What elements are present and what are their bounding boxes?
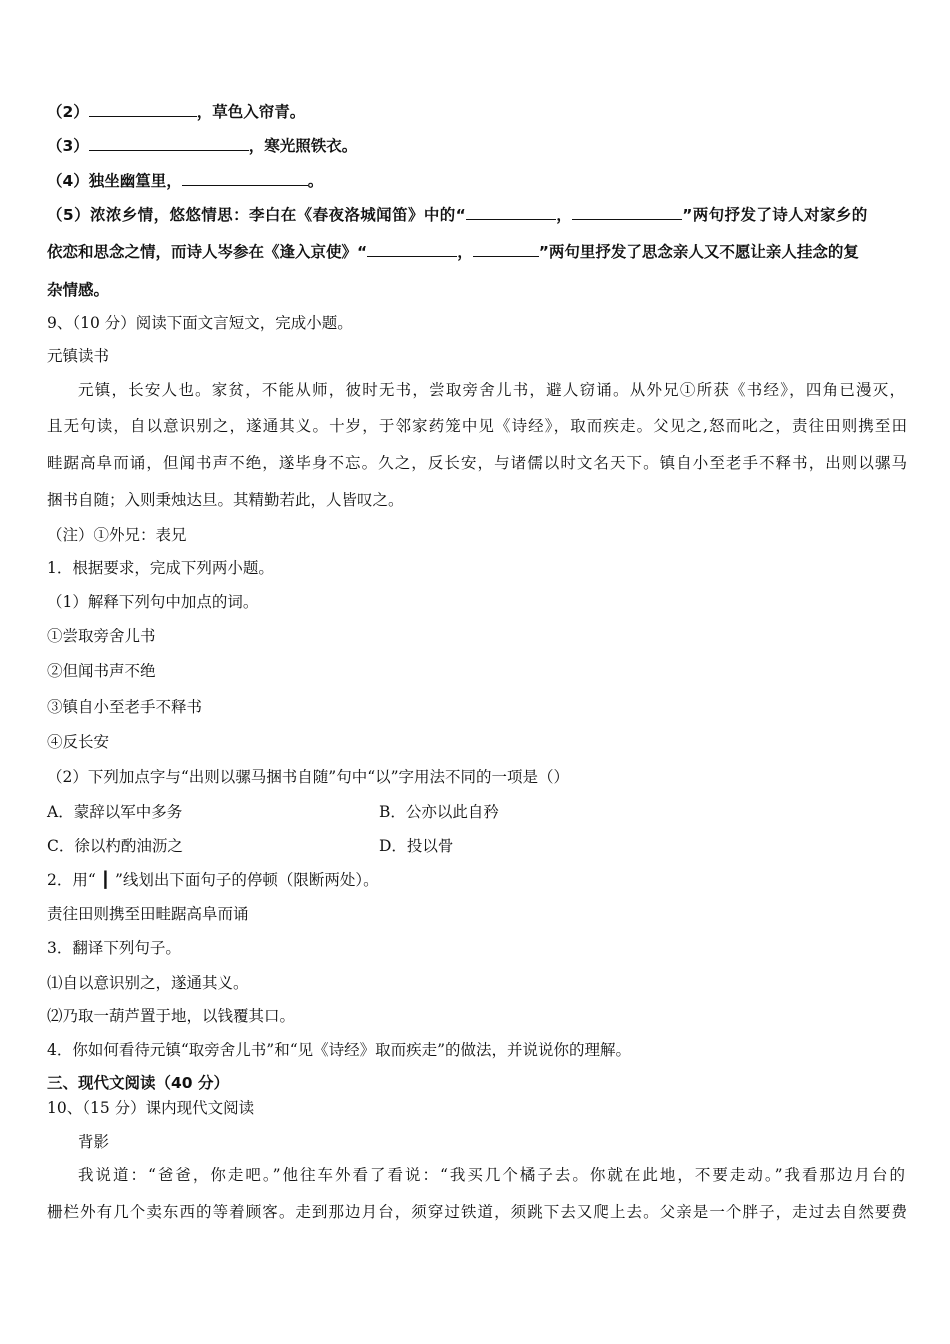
q9-header: 9、（10 分）阅读下面文言短文，完成小题。 [47, 314, 353, 332]
option-d[interactable]: D．投以骨 [379, 837, 454, 855]
q9-options-row [47, 835, 907, 857]
q9-para-line: 元镇，长安人也。家贫，不能从师，彼时无书，尝取旁舍儿书，避人窃诵。从外兄①所获《书经》，四角已漫灭， [78, 381, 905, 399]
q9-sub1-1: （1）解释下列句中加点的词。 [47, 593, 259, 611]
q9-sub3: 3．翻译下列句子。 [47, 939, 181, 957]
answer-blank[interactable] [367, 241, 457, 257]
option-a[interactable]: A．蒙辞以军中多务 [47, 803, 183, 821]
q9-para-line: 畦踞高阜而诵，但闻书声不绝，遂毕身不忘。久之，反长安，与诸儒以时文名天下。镇自小至老手不释书，出则以骡马 [47, 454, 907, 472]
option-c[interactable]: C．徐以杓酌油沥之 [47, 837, 183, 855]
q9-sub1: 1．根据要求，完成下列两小题。 [47, 559, 274, 577]
q9-item: ①尝取旁舍儿书 [47, 627, 156, 645]
q9-sub2-text: 责往田则携至田畦踞高阜而诵 [47, 905, 249, 923]
q4-line: （4）独坐幽篁里， 。 [47, 172, 324, 190]
q5-line-1: （5）浓浓乡情，悠悠情思：李白在《春夜洛城闻笛》中的“ ， ”两句抒发了诗人对家乡的 [47, 206, 868, 224]
q9-title: 元镇读书 [47, 347, 110, 365]
q5-line-3: 杂情感。 [47, 281, 110, 299]
option-b[interactable]: B．公亦以此自矜 [379, 803, 499, 821]
q10-header: 10、（15 分）课内现代文阅读 [47, 1099, 255, 1117]
q10-title: 背影 [78, 1133, 110, 1151]
q9-note: （注）①外兄：表兄 [47, 526, 187, 544]
section3-heading: 三、现代文阅读（40 分） [47, 1074, 229, 1092]
q9-sub1-2: （2）下列加点字与“出则以骡马捆书自随”句中“以”字用法不同的一项是（） [47, 768, 570, 786]
q9-sub3-1: ⑴自以意识别之，遂通其义。 [47, 974, 249, 992]
q10-para-line: 我说道：“爸爸，你走吧。”他往车外看了看说：“我买几个橘子去。你就在此地，不要走动。”我看那边月台的 [78, 1166, 905, 1184]
answer-blank[interactable] [473, 241, 539, 257]
q2-line: （2） ，草色入帘青。 [47, 103, 306, 121]
answer-blank[interactable] [572, 204, 682, 220]
q9-sub2: 2．用“ ┃ ”线划出下面句子的停顿（限断两处）。 [47, 871, 379, 889]
answer-blank[interactable] [182, 170, 308, 186]
answer-blank[interactable] [89, 135, 249, 151]
q9-sub4: 4．你如何看待元镇“取旁舍儿书”和“见《诗经》取而疾走”的做法，并说说你的理解。 [47, 1041, 632, 1059]
q9-item: ③镇自小至老手不释书 [47, 698, 203, 716]
q9-para-line: 捆书自随；入则秉烛达旦。其精勤若此，人皆叹之。 [47, 491, 404, 509]
q3-line: （3） ，寒光照铁衣。 [47, 137, 358, 155]
q9-sub3-2: ⑵乃取一葫芦置于地，以钱覆其口。 [47, 1007, 296, 1025]
q9-item: ④反长安 [47, 733, 110, 751]
q9-options-row [47, 801, 907, 823]
q9-item: ②但闻书声不绝 [47, 662, 156, 680]
q10-para-line: 栅栏外有几个卖东西的等着顾客。走到那边月台，须穿过铁道，须跳下去又爬上去。父亲是一个胖子，走过去自然要费 [47, 1203, 907, 1221]
answer-blank[interactable] [466, 204, 556, 220]
q5-line-2: 依恋和思念之情，而诗人岑参在《逢入京使》“ ， ”两句里抒发了思念亲人又不愿让亲人挂念的复 [47, 243, 859, 261]
q9-para-line: 且无句读，自以意识别之，遂通其义。十岁，于邻家药笼中见《诗经》，取而疾走。父见之,怒而叱之，责往田则携至田 [47, 417, 907, 435]
answer-blank[interactable] [89, 101, 197, 117]
